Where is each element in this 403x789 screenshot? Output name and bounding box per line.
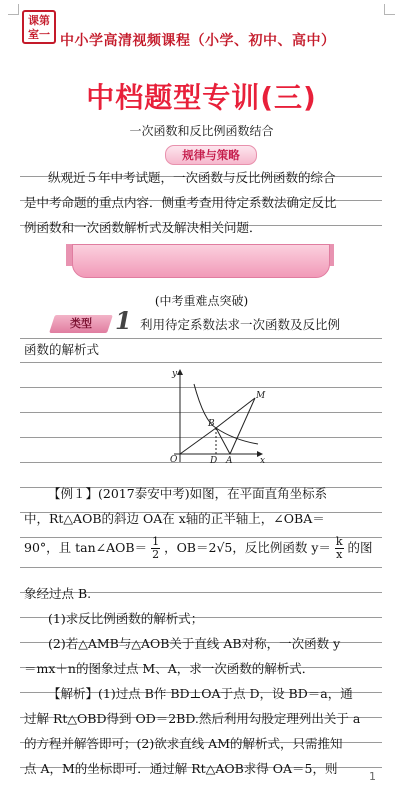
fraction-denominator: x xyxy=(336,548,343,561)
type-title-cont: 函数的解析式 xyxy=(24,342,100,357)
intro-line: 纵观近５年中考试题，一次函数与反比例函数的综合 xyxy=(48,170,336,185)
decorative-banner xyxy=(72,244,330,278)
logo-text-top: 课第 xyxy=(28,14,50,27)
ruled-line xyxy=(20,567,382,568)
type-tag-label: 类型 xyxy=(70,317,92,330)
example-line-with-fractions xyxy=(24,536,373,561)
fraction xyxy=(335,536,344,561)
label-M: M xyxy=(256,391,266,401)
header-banner-text: 中小学高清视频课程（小学、初中、高中） xyxy=(60,33,336,49)
corner-mark xyxy=(8,4,19,15)
solution-line: 点 A，M的坐标即可．通过解 Rt△AOB求得 OA＝5，则 xyxy=(24,761,338,776)
label-B: B xyxy=(208,419,215,429)
page-title: 中档题型专训(三) xyxy=(86,81,317,114)
question-2-cont: ＝mx＋n的图象过点 M、A，求一次函数的解析式． xyxy=(24,661,315,676)
question-2: (2)若△AMB与△AOB关于直线 AB对称，一次函数 y xyxy=(48,636,341,651)
segment-AM xyxy=(230,398,255,454)
question-1: (1)求反比例函数的解析式； xyxy=(48,611,204,626)
example-text: 的图 xyxy=(347,540,373,555)
fraction-numerator: 1 xyxy=(152,535,160,548)
solution-line: 【解析】(1)过点 B作 BD⊥OA于点 D，设 BD＝a，通 xyxy=(48,686,353,701)
ruled-line xyxy=(20,338,382,339)
example-text: ，OB＝2√5，反比例函数 y＝ xyxy=(164,540,331,555)
label-O: O xyxy=(170,455,178,465)
solution-line: 过解 Rt△OBD得到 OD＝2BD.然后利用勾股定理列出关于 a xyxy=(24,711,361,726)
segment-BM xyxy=(216,398,255,428)
fraction xyxy=(151,536,160,561)
page-number: 1 xyxy=(369,770,376,783)
coordinate-figure xyxy=(160,366,270,466)
page-subtitle: 一次函数和反比例函数结合 xyxy=(129,124,274,138)
logo xyxy=(22,10,56,44)
label-y: y xyxy=(172,369,178,379)
ruled-line xyxy=(20,362,382,363)
label-x: x xyxy=(260,456,266,466)
solution-line: 的方程并解答即可；(2)欲求直线 AM的解析式，只需推知 xyxy=(24,736,343,751)
intro-line: 是中考命题的重点内容．侧重考查用待定系数法确定反比 xyxy=(24,195,337,210)
strategy-badge: 规律与策略 xyxy=(165,145,257,165)
intro-line: 例函数和一次函数解析式及解决相关问题． xyxy=(24,220,262,235)
type-title: 利用待定系数法求一次函数及反比例 xyxy=(140,317,341,332)
segment-OB xyxy=(180,428,216,454)
label-A: A xyxy=(226,456,233,466)
logo-text-bottom: 室一 xyxy=(28,28,50,41)
corner-mark xyxy=(384,4,395,15)
type-number: 1 xyxy=(115,306,132,335)
example-text: 90°，且 tan∠AOB＝ xyxy=(24,540,148,555)
label-D: D xyxy=(210,456,218,466)
example-line: 【例１】(2017泰安中考)如图，在平面直角坐标系 xyxy=(48,486,328,501)
example-line: 中，Rt△AOB的斜边 OA在 x轴的正半轴上，∠OBA＝ xyxy=(24,511,325,526)
fraction-denominator: 2 xyxy=(152,548,160,561)
section-heading: (中考重难点突破) xyxy=(154,294,249,308)
example-line: 象经过点 B. xyxy=(24,586,92,601)
fraction-numerator: k xyxy=(335,535,343,548)
